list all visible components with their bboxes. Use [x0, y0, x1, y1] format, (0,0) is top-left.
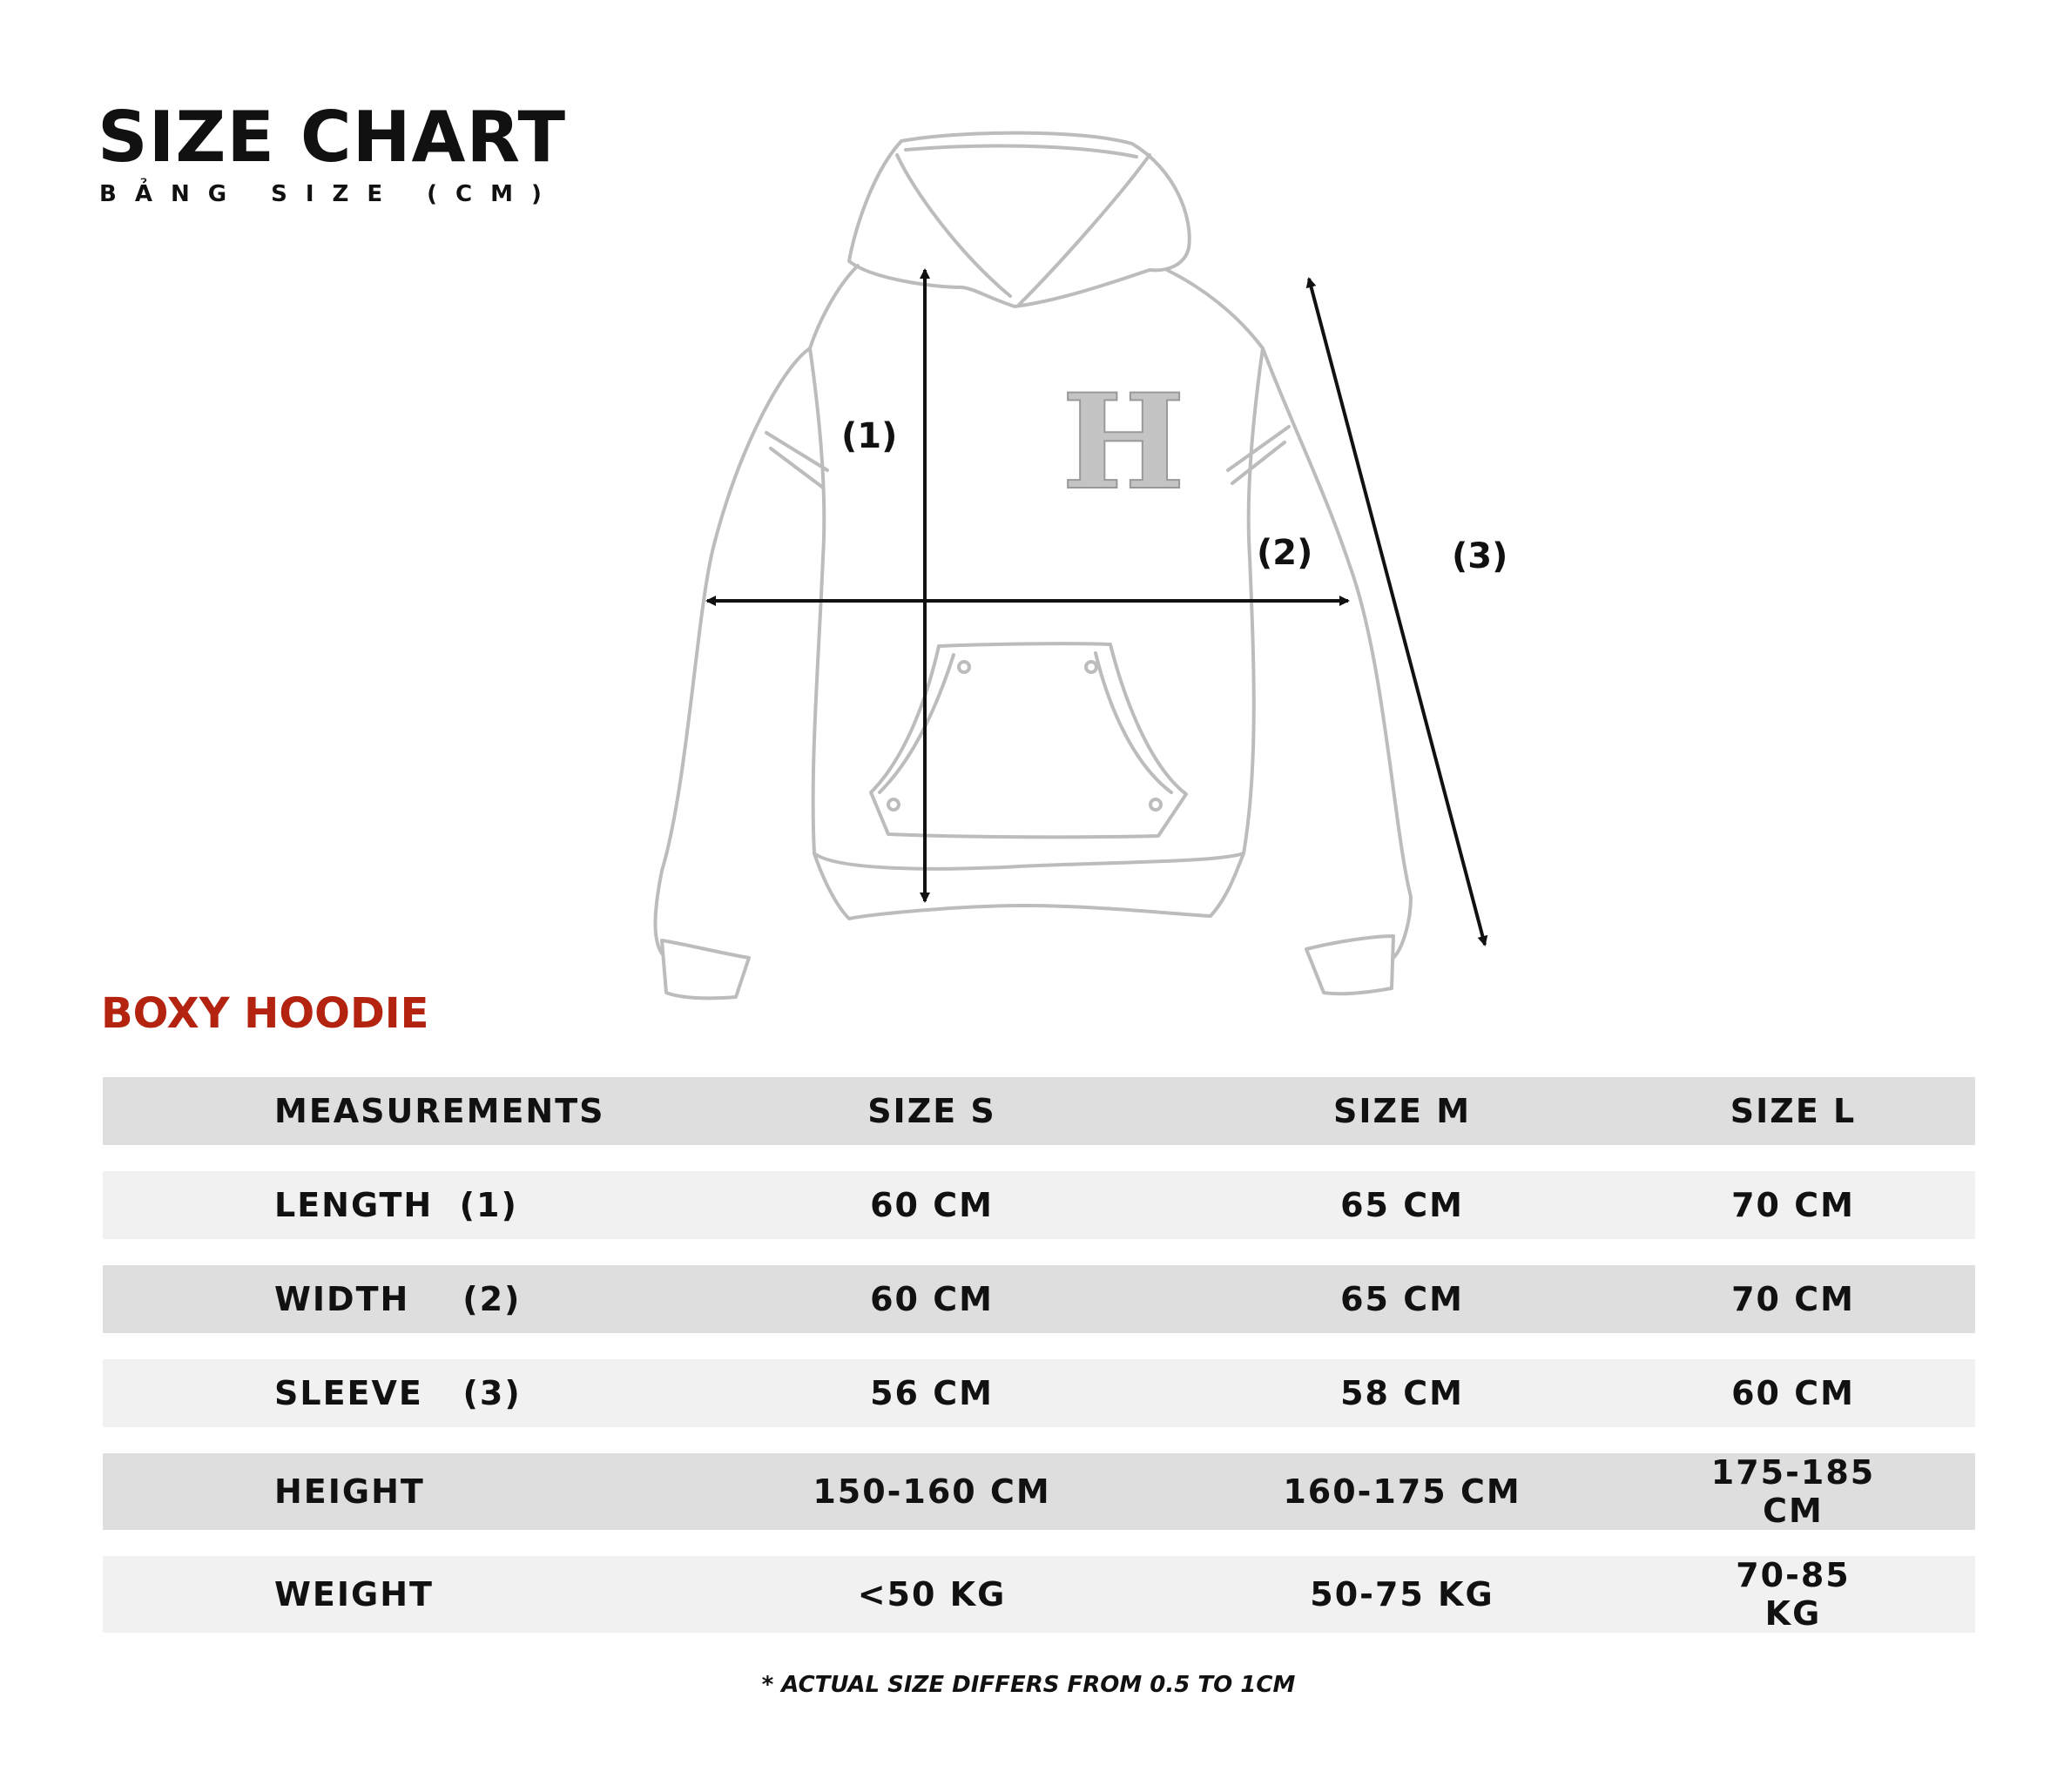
row-label: WIDTH (2): [103, 1265, 762, 1333]
cell-value: 65 CM: [1102, 1171, 1703, 1239]
product-name: BOXY HOODIE: [101, 989, 429, 1038]
table-header-row: [103, 1077, 1975, 1145]
label-sleeve: (3): [1452, 536, 1508, 576]
cell-value: 58 CM: [1102, 1359, 1703, 1427]
cell-value: 50-75 KG: [1102, 1556, 1703, 1633]
table-row: [103, 1453, 1975, 1530]
cell-value: 160-175 CM: [1102, 1453, 1703, 1530]
table-row: [103, 1556, 1975, 1633]
cell-value: 70-85 KG: [1703, 1556, 1975, 1633]
cell-value: 60 CM: [1703, 1359, 1975, 1427]
hoodie-logo: H: [1062, 366, 1185, 519]
cell-value: 150-160 CM: [762, 1453, 1102, 1530]
sleeve-arrow: [1309, 279, 1485, 945]
cell-value: 56 CM: [762, 1359, 1102, 1427]
header-size-l: SIZE L: [1703, 1077, 1975, 1145]
cell-value: 175-185 CM: [1703, 1453, 1975, 1530]
table-row: [103, 1171, 1975, 1239]
table-row: [103, 1359, 1975, 1427]
cell-value: 60 CM: [762, 1265, 1102, 1333]
footnote: * ACTUAL SIZE DIFFERS FROM 0.5 TO 1CM: [761, 1672, 1296, 1698]
label-width: (2): [1257, 533, 1313, 573]
row-label: LENGTH (1): [103, 1171, 762, 1239]
cell-value: 65 CM: [1102, 1265, 1703, 1333]
label-length: (1): [841, 416, 898, 456]
row-label: HEIGHT: [103, 1453, 762, 1530]
table-row: [103, 1265, 1975, 1333]
header-size-m: SIZE M: [1102, 1077, 1703, 1145]
header-measurements: MEASUREMENTS: [103, 1077, 762, 1145]
cell-value: 60 CM: [762, 1171, 1102, 1239]
row-label: WEIGHT: [103, 1556, 762, 1633]
row-label: SLEEVE (3): [103, 1359, 762, 1427]
size-table: [103, 1051, 1975, 1659]
cell-value: <50 KG: [762, 1556, 1102, 1633]
page-title: SIZE CHART: [98, 97, 567, 178]
page-subtitle: BẢNG SIZE (CM): [99, 181, 560, 207]
cell-value: 70 CM: [1703, 1171, 1975, 1239]
header-size-s: SIZE S: [762, 1077, 1102, 1145]
cell-value: 70 CM: [1703, 1265, 1975, 1333]
